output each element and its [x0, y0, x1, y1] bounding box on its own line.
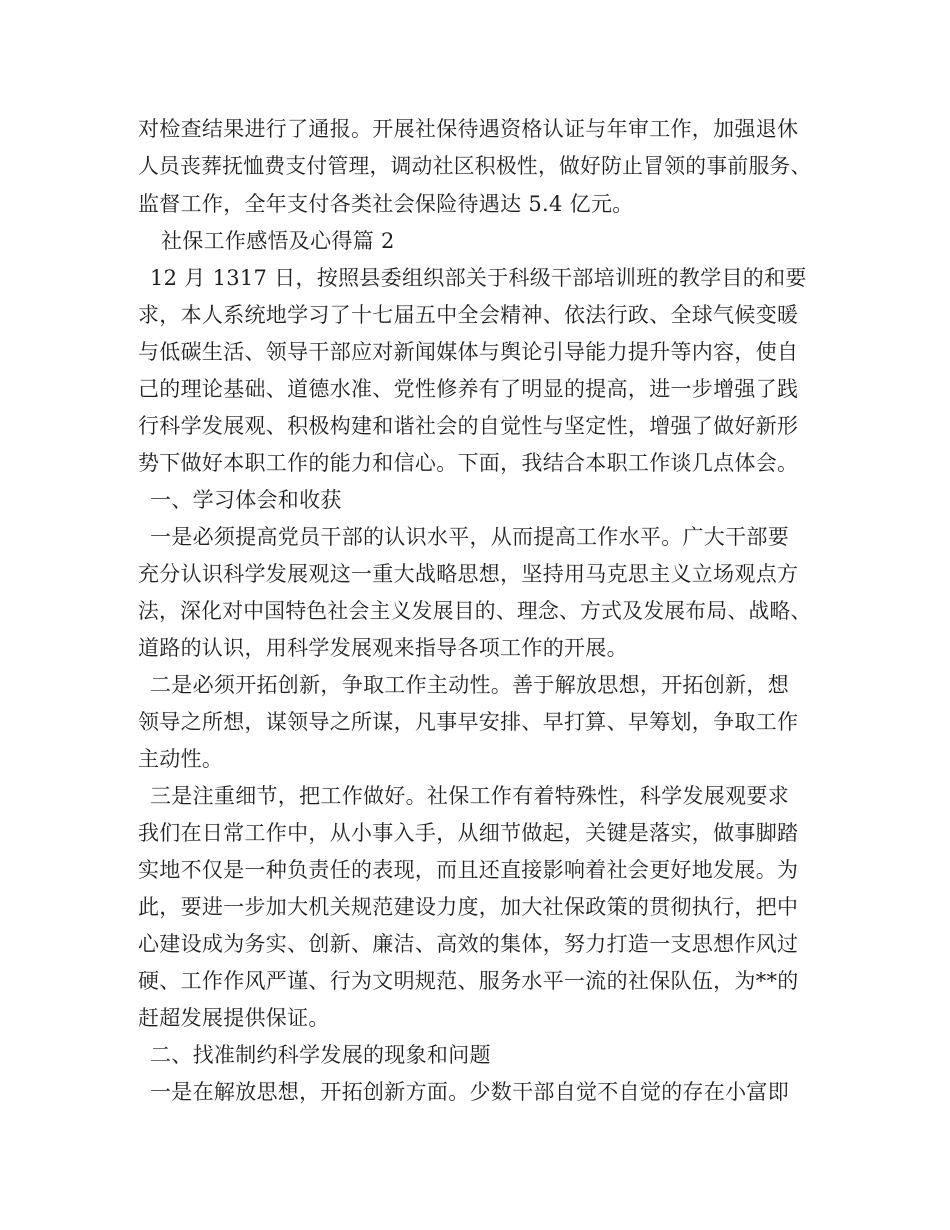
text-line: 主动性。 [138, 747, 224, 771]
text-line: 实地不仅是一种负责任的表现，而且还直接影响着社会更好地发展。为 [138, 858, 799, 882]
text-line: 此，要进一步加大机关规范建设力度，加大社保政策的贯彻执行，把中 [138, 895, 799, 919]
text-line: 势下做好本职工作的能力和信心。下面，我结合本职工作谈几点体会。 [138, 451, 799, 475]
text-line: 法，深化对中国特色社会主义发展目的、理念、方式及发展布局、战略、 [138, 599, 812, 623]
text-line: 与低碳生活、领导干部应对新闻媒体与舆论引导能力提升等内容，使自 [138, 340, 799, 364]
text-line: 充分认识科学发展观这一重大战略思想，坚持用马克思主义立场观点方 [138, 562, 799, 586]
text-line: 二是必须开拓创新，争取工作主动性。善于解放思想，开拓创新，想 [150, 673, 789, 697]
section-heading: 二、找准制约科学发展的现象和问题 [150, 1043, 491, 1067]
text-line: 监督工作，全年支付各类社会保险待遇达 5.4 亿元。 [138, 192, 634, 216]
text-line: 己的理论基础、道德水准、党性修养有了明显的提高，进一步增强了践 [138, 377, 799, 401]
text-line: 道路的认识，用科学发展观来指导各项工作的开展。 [138, 636, 628, 660]
text-line: 12 月 1317 日，按照县委组织部关于科级干部培训班的教学目的和要 [150, 266, 807, 290]
text-line: 对检查结果进行了通报。开展社保待遇资格认证与年审工作，加强退休 [138, 117, 799, 141]
section-title: 社保工作感悟及心得篇 2 [161, 229, 395, 253]
text-line: 我们在日常工作中，从小事入手，从细节做起，关键是落实，做事脚踏 [138, 821, 799, 845]
text-line: 硬、工作作风严谨、行为文明规范、服务水平一流的社保队伍，为**的 [138, 969, 799, 993]
text-line: 赶超发展提供保证。 [138, 1006, 330, 1030]
text-line: 求，本人系统地学习了十七届五中全会精神、依法行政、全球气候变暖 [138, 303, 799, 327]
text-line: 心建设成为务实、创新、廉洁、高效的集体，努力打造一支思想作风过 [138, 932, 799, 956]
text-line: 人员丧葬抚恤费支付管理，调动社区积极性，做好防止冒领的事前服务、 [138, 154, 812, 178]
section-heading: 一、学习体会和收获 [150, 488, 342, 512]
text-line: 三是注重细节，把工作做好。社保工作有着特殊性，科学发展观要求 [150, 784, 789, 808]
text-line: 一是在解放思想，开拓创新方面。少数干部自觉不自觉的存在小富即 [150, 1080, 789, 1104]
text-line: 领导之所想，谋领导之所谋，凡事早安排、早打算、早筹划，争取工作 [138, 710, 799, 734]
text-line: 一是必须提高党员干部的认识水平，从而提高工作水平。广大干部要 [150, 525, 789, 549]
text-line: 行科学发展观、积极构建和谐社会的自觉性与坚定性，增强了做好新形 [138, 414, 799, 438]
